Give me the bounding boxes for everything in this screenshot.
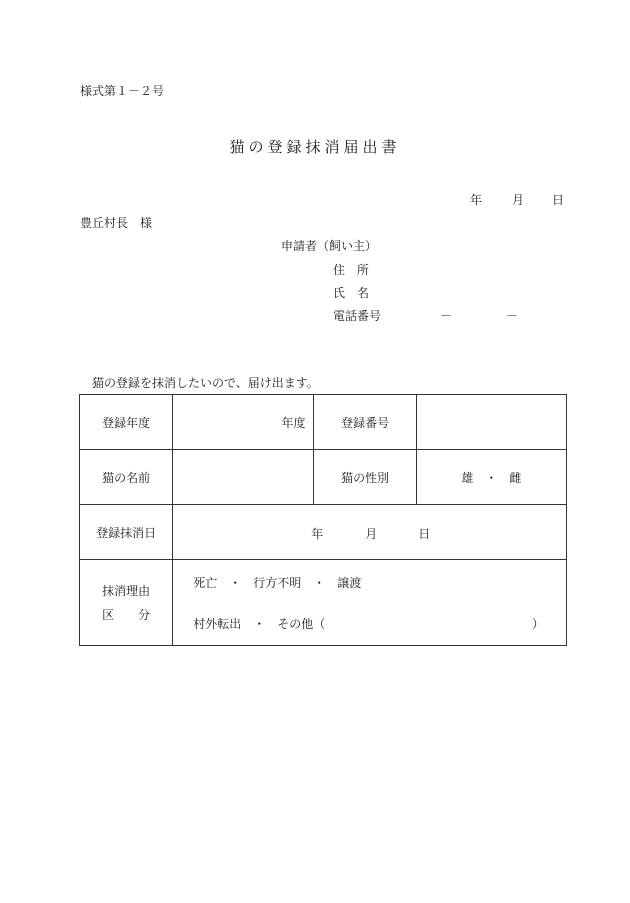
cancel-date-month: 月 — [365, 527, 378, 541]
table-row — [80, 450, 567, 505]
address-label: 住 所 — [333, 263, 370, 277]
table-row — [80, 505, 567, 560]
registration-table — [79, 394, 567, 646]
cat-sex-label: 猫の性別 — [314, 450, 416, 505]
phone-dash-2: － — [506, 309, 519, 323]
cancel-date-year: 年 — [311, 527, 324, 541]
reason-label-line2: 区 分 — [102, 607, 151, 622]
reason-options-line2[interactable]: 村外転出 ・ その他（ — [193, 617, 326, 631]
date-year-label: 年 — [470, 193, 483, 207]
phone-label: 電話番号 — [333, 309, 382, 323]
date-month-label: 月 — [512, 193, 525, 207]
phone-dash-1: － — [440, 309, 453, 323]
page-title: 猫の登録抹消届出書 — [229, 138, 401, 156]
reg-year-field[interactable] — [173, 395, 314, 450]
name-label: 氏 名 — [333, 286, 370, 300]
table-row — [80, 560, 567, 646]
addressee: 豊丘村長 様 — [80, 216, 153, 230]
reason-label — [80, 560, 173, 646]
reg-year-suffix: 年度 — [281, 415, 306, 430]
cancel-date-field[interactable] — [173, 505, 567, 560]
reg-number-field[interactable] — [416, 395, 566, 450]
reg-number-label: 登録番号 — [314, 395, 416, 450]
reason-paren-close: ） — [531, 617, 544, 631]
intro-text: 猫の登録を抹消したいので、届け出ます。 — [92, 376, 319, 390]
form-number: 様式第１－２号 — [80, 84, 165, 98]
cat-name-label: 猫の名前 — [80, 450, 173, 505]
applicant-label: 申請者（飼い主） — [281, 239, 378, 253]
cat-sex-options[interactable]: 雄 ・ 雌 — [416, 450, 566, 505]
date-day-label: 日 — [552, 193, 565, 207]
reg-year-label: 登録年度 — [80, 395, 173, 450]
cancel-date-day: 日 — [418, 527, 431, 541]
reason-label-line1: 抹消理由 — [102, 583, 151, 598]
reason-options-cell[interactable] — [173, 560, 567, 646]
table-row — [80, 395, 567, 450]
cat-name-field[interactable] — [173, 450, 314, 505]
reason-options-line1[interactable]: 死亡 ・ 行方不明 ・ 譲渡 — [193, 576, 362, 590]
cancel-date-label: 登録抹消日 — [80, 505, 173, 560]
